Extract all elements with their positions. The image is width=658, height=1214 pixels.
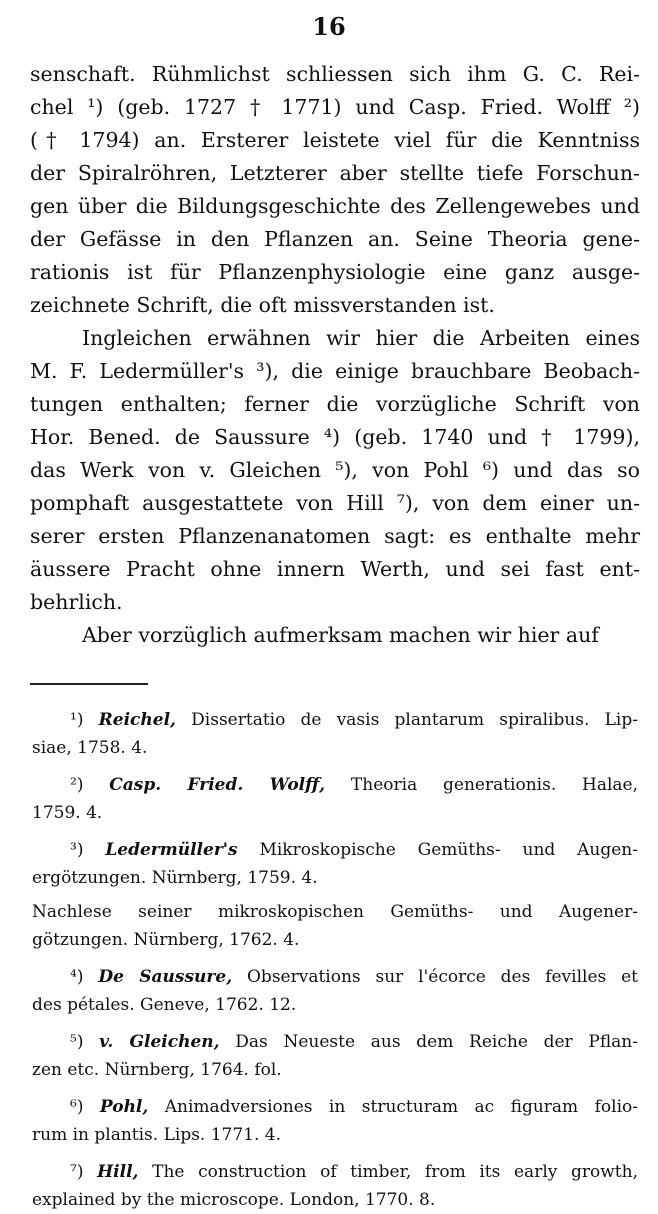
footnote-marker: ³) [70,840,84,860]
text-line: pomphaft ausgestattete von Hill ⁷), von dem einer un- [30,491,640,515]
text-line: senschaft. Rühmlichst schliessen sich ihm G. C. Rei- [30,62,640,86]
footnote-marker: ⁴) [70,967,84,987]
footnote-text: ergötzungen. Nürnberg, 1759. 4. [32,868,318,888]
text-line: der Gefässe in den Pflanzen an. Seine Theoria gene- [30,227,640,251]
footnote-text: The construction of timber, from its early growth, [152,1162,638,1182]
text-line: äussere Pracht ohne innern Werth, und sei fast ent- [30,557,640,581]
footnote-6 [32,1093,638,1149]
text-line: der Spiralröhren, Letzterer aber stellte tiefe Forschun- [30,161,640,185]
text-line: Hor. Bened. de Saussure ⁴) (geb. 1740 und † 1799), [30,425,640,449]
text-line: serer ersten Pflanzenanatomen sagt: es enthalte mehr [30,524,640,548]
text-line: Ingleichen erwähnen wir hier die Arbeiten eines [82,326,640,350]
footnote-text: 1759. 4. [32,803,103,823]
footnote-separator [30,683,148,685]
footnote-2 [32,771,638,827]
footnote-marker: ⁶) [70,1097,84,1117]
footnote-1 [32,706,638,762]
footnote-text: Das Neueste aus dem Reiche der Pflan- [235,1032,638,1052]
footnote-author: De Saussure, [98,967,233,987]
footnote-text: Animadversiones in structuram ac figuram folio- [164,1097,639,1117]
footnote-author: Reichel, [98,710,176,730]
footnote-text: des pétales. Geneve, 1762. 12. [32,995,297,1015]
footnote-5 [32,1028,638,1084]
footnote-author: Ledermüller's [105,840,238,860]
footnotes [32,706,638,1214]
text-line: das Werk von v. Gleichen ⁵), von Pohl ⁶) und das so [30,458,640,482]
footnote-text: Dissertatio de vasis plantarum spiralibus. Lip- [191,710,638,730]
text-line: behrlich. [30,590,123,614]
page-number: 16 [312,12,346,41]
footnote-text: Theoria generationis. Halae, [350,775,639,795]
footnote-text: Nachlese seiner mikroskopischen Gemüths- und Augener- [32,902,638,922]
footnote-author: Pohl, [99,1097,149,1117]
text-line: († 1794) an. Ersterer leistete viel für die Kenntniss [30,128,640,152]
footnote-text: zen etc. Nürnberg, 1764. fol. [32,1060,282,1080]
footnote-4 [32,963,638,1019]
footnote-marker: ²) [70,775,84,795]
text-line: chel ¹) (geb. 1727 † 1771) und Casp. Fried. Wolff ²) [30,95,640,119]
footnote-marker: ¹) [70,710,84,730]
footnote-text: Mikroskopische Gemüths- und Augen- [259,840,639,860]
footnote-marker: ⁵) [70,1032,84,1052]
footnote-author: v. Gleichen, [99,1032,220,1052]
footnote-7 [32,1158,638,1214]
footnote-text: explained by the microscope. London, 1770. 8. [32,1190,436,1210]
text-line: zeichnete Schrift, die oft missverstanden ist. [30,293,495,317]
text-line: rationis ist für Pflanzenphysiologie eine ganz ausge- [30,260,640,284]
text-line: M. F. Ledermüller's ³), die einige brauchbare Beobach- [30,359,640,383]
footnote-author: Hill, [97,1162,139,1182]
footnote-text: siae, 1758. 4. [32,738,148,758]
footnote-3 [32,836,638,954]
footnote-text: götzungen. Nürnberg, 1762. 4. [32,930,300,950]
footnote-author: Casp. Fried. Wolff, [109,775,326,795]
footnote-marker: ⁷) [70,1162,84,1182]
footnote-text: rum in plantis. Lips. 1771. 4. [32,1125,282,1145]
main-text [30,58,640,652]
text-line: gen über die Bildungsgeschichte des Zellengewebes und [30,194,640,218]
footnote-text: Observations sur l'écorce des fevilles et [247,967,639,987]
text-line: Aber vorzüglich aufmerksam machen wir hier auf [82,623,599,647]
text-line: tungen enthalten; ferner die vorzügliche Schrift von [30,392,640,416]
